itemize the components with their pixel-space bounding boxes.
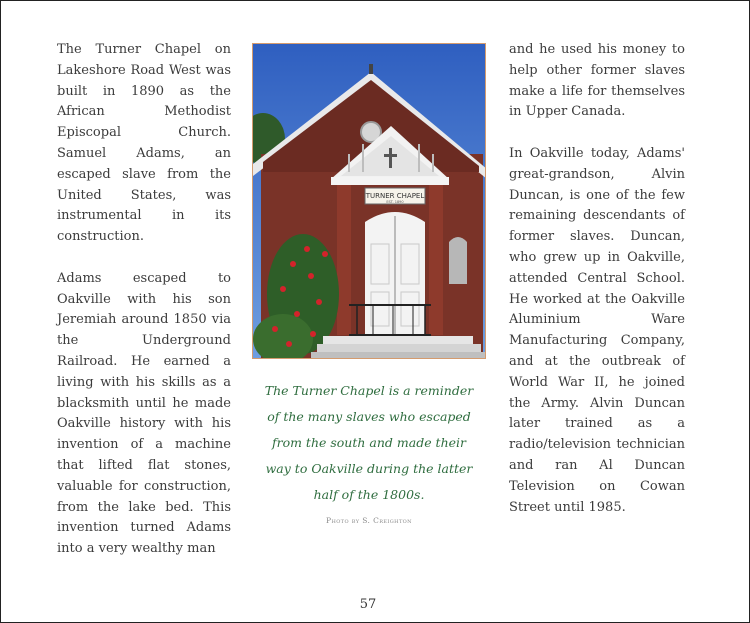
- left-paragraph-2: Adams escaped to Oakville with his son Jeremiah around 1850 via the Underground Railroad. He earned a living with his skills as a blacksmith until he made Oakville history with his invention of a machine that lifted flat stones, valuable for construction, from the lake bed. This invention turned Adams into a very wealthy man: [57, 270, 231, 557]
- left-column: [57, 40, 231, 581]
- chapel-sign-text: TURNER CHAPEL: [365, 192, 425, 200]
- right-paragraph-1: and he used his money to help other former slaves make a life for themselves in Upper Canada.: [509, 42, 685, 120]
- photo-credit: Photo by S. Creighton: [326, 516, 412, 525]
- page-number: 57: [359, 597, 377, 612]
- right-paragraph-2: In Oakville today, Adams' great-grandson, Alvin Duncan, is one of the few remaining descendants of former slaves. Duncan, who grew up in Oakville, attended Central School. He worked at the Oakville Aluminium Ware Manufacturing Company, and at the outbreak of World War II, he joined the Army. Alvin Duncan later trained as a radio/television technician and ran Al Duncan Television on Cowan Street until 1985.: [509, 145, 685, 515]
- right-column: [509, 40, 685, 539]
- photo-caption: The Turner Chapel is a reminder of the many slaves who escaped from the south and made their way to Oakville during the latter half of the 1800s.: [264, 383, 474, 502]
- chapel-photo: [252, 43, 486, 359]
- left-paragraph-1: The Turner Chapel on Lakeshore Road West was built in 1890 as the African Methodist Episcopal Church. Samuel Adams, an escaped slave from the United States, was instrumental in its construction.: [57, 42, 231, 245]
- chapel-sign-subtext: EST. 1890: [386, 200, 404, 204]
